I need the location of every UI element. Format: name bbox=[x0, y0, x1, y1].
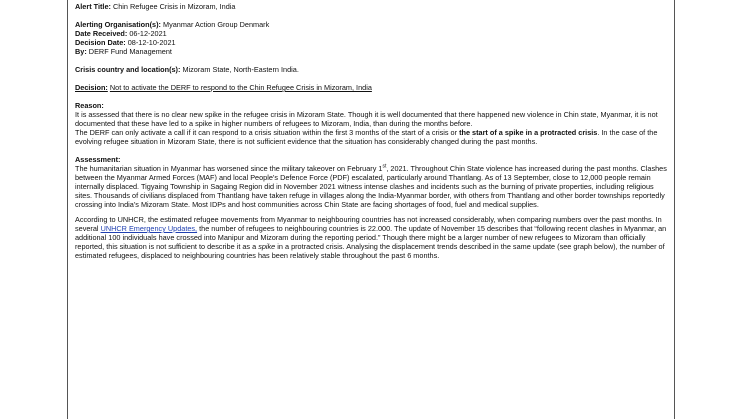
by-line bbox=[75, 47, 667, 56]
alert-title-line bbox=[75, 2, 667, 11]
assessment-paragraph-2 bbox=[75, 215, 667, 260]
date-received-line bbox=[75, 29, 667, 38]
assessment-heading bbox=[75, 155, 667, 164]
assessment-p2-text-a: According to UNHCR, the estimated refugee movements from Myanmar to neighbouring countries has not increased considerably, when comparing numbers over the past months. In several bbox=[75, 215, 662, 233]
reason-paragraph-1: It is assessed that there is no clear new spike in the refugee crisis in Mizoram State. Though it is well documented that there happened new violence in Chin state, Myanmar, it is not documented that these have led to a spike in higher numbers of refugees to Mizoram, India, than during the months before. bbox=[75, 110, 658, 128]
reason-p2-bold: the start of a spike in a protracted crisis bbox=[459, 128, 598, 137]
crisis-location-label: Crisis country and location(s): bbox=[75, 65, 181, 74]
alerting-org-line bbox=[75, 20, 667, 29]
date-received-value: 06-12-2021 bbox=[129, 29, 167, 38]
assessment-p2-text-b: the number of refugees to neighbouring countries is 22.000. The update of November 15 describes that “following recent clashes in Myanmar, an additional 100 individuals have crossed into Manipur and Mizoram during the reporting period.” Though there might be a larger number of new refugees to Mizoram than officially reported, this situation is not sufficient to describe it as a bbox=[75, 224, 667, 251]
document-content bbox=[75, 2, 667, 260]
assessment-paragraph-1 bbox=[75, 164, 667, 209]
assessment-p1-sup: st bbox=[382, 163, 387, 170]
assessment-p2-text-c: in a protracted crisis. Analysing the displacement trends described in the same update (see graph below), the number of estimated refugees, displaced to neighbouring countries has been relatively stable throughout the past 6 months. bbox=[75, 242, 665, 260]
date-received-label: Date Received: bbox=[75, 29, 128, 38]
alert-title-label: Alert Title: bbox=[75, 2, 111, 11]
alerting-org-value: Myanmar Action Group Denmark bbox=[162, 20, 270, 29]
alert-title-value: Chin Refugee Crisis in Mizoram, India bbox=[112, 2, 236, 11]
alerting-org-label: Alerting Organisation(s): bbox=[75, 20, 161, 29]
unhcr-emergency-updates-link[interactable]: UNHCR Emergency Updates, bbox=[100, 224, 198, 233]
reason-p2-text-a: The DERF can only activate a call if it can respond to a crisis situation within the first 3 months of the start of a crisis or bbox=[75, 128, 460, 137]
crisis-location-value: Mizoram State, North-Eastern India. bbox=[182, 65, 299, 74]
assessment-p1-text-b: , 2021. Throughout Chin State violence has increased during the past months. Clashes between the Myanmar Armed Forces (MAF) and local People’s Defence Force (PDF) escalated, particularly around Thantlang. As of 13 September, close to 12,000 people remain internally displaced. Tigyaing Township in Sagaing Region did in November 2021 witness intense clashes and incidents such as the burning of private properties, including religious sites. Thousands of civilians displaced from Thantlang have taken refuge in villages along the India-Myanmar border, with others from Thantlang and other border townships reportedly crossing into India’s Mizoram State. Most IDPs and host communities across Chin State are facing shortages of food, fuel and medical supplies. bbox=[75, 164, 667, 209]
assessment-p2-emphasis: spike bbox=[258, 242, 276, 251]
decision-date-line bbox=[75, 38, 667, 47]
reason-paragraph-2 bbox=[75, 128, 667, 146]
reason-heading bbox=[75, 101, 667, 110]
assessment-heading-text: Assessment: bbox=[75, 155, 121, 164]
decision-line bbox=[75, 83, 667, 92]
by-value: DERF Fund Management bbox=[88, 47, 172, 56]
reason-p2-text-c: . In the case of the evolving refugee situation in Mizoram State, there is not sufficient evidence that the situation has considerably changed during the past months. bbox=[75, 128, 658, 146]
by-label: By: bbox=[75, 47, 87, 56]
document-page bbox=[67, 0, 675, 419]
decision-date-value: 08-12-10-2021 bbox=[127, 38, 176, 47]
decision-date-label: Decision Date: bbox=[75, 38, 126, 47]
assessment-p1-text-a: The humanitarian situation in Myanmar has worsened since the military takeover on February 1 bbox=[75, 164, 383, 173]
decision-value: Not to activate the DERF to respond to the Chin Refugee Crisis in Mizoram, India bbox=[109, 83, 372, 92]
decision-label: Decision: bbox=[75, 83, 108, 92]
reason-heading-text: Reason: bbox=[75, 101, 104, 110]
crisis-location-line bbox=[75, 65, 667, 74]
